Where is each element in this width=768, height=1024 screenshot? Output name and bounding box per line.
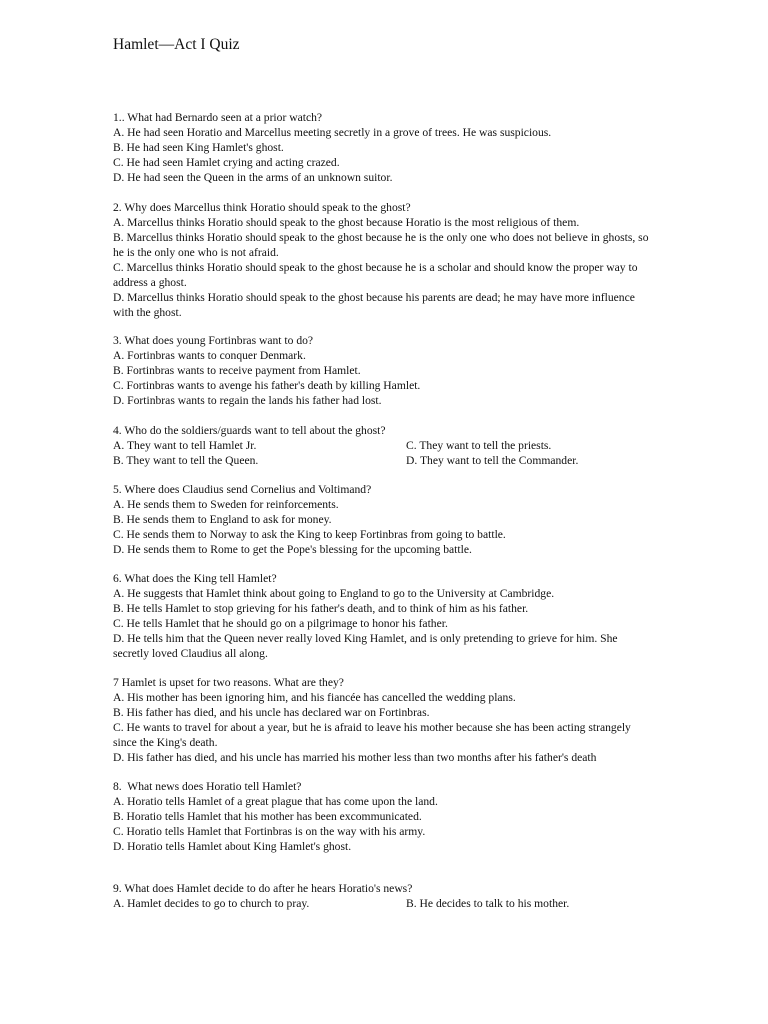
answer-row (113, 896, 653, 911)
question-prompt: 8. What news does Horatio tell Hamlet? (113, 780, 302, 793)
answer-option: A. His mother has been ignoring him, and his fiancée has cancelled the wedding plans. (113, 691, 516, 704)
answer-option: C. He had seen Hamlet crying and acting crazed. (113, 156, 340, 169)
answer-option: B. He tells Hamlet to stop grieving for his father's death, and to think of him as his father. (113, 602, 529, 615)
page-title: Hamlet—Act I Quiz (113, 36, 240, 53)
answer-option: A. He had seen Horatio and Marcellus meeting secretly in a grove of trees. He was suspicious. (113, 126, 552, 139)
answer-option: D. They want to tell the Commander. (406, 454, 579, 467)
answer-option: A. Fortinbras wants to conquer Denmark. (113, 349, 306, 362)
answer-option: B. His father has died, and his uncle has declared war on Fortinbras. (113, 706, 430, 719)
question-prompt: 4. Who do the soldiers/guards want to tell about the ghost? (113, 424, 386, 437)
answer-option: A. He suggests that Hamlet think about going to England to go to the University at Cambridge. (113, 587, 555, 600)
question-prompt: 7 Hamlet is upset for two reasons. What are they? (113, 676, 344, 689)
answer-option: D. He sends them to Rome to get the Pope's blessing for the upcoming battle. (113, 543, 472, 556)
question-7 (113, 675, 653, 765)
question-3 (113, 333, 653, 408)
question-4 (113, 423, 653, 468)
answer-option: D. He tells him that the Queen never really loved King Hamlet, and is only pretending to grieve for him. She secretly loved Claudius all along. (113, 632, 618, 660)
answer-option: B. Marcellus thinks Horatio should speak to the ghost because he is the only one who does not believe in ghosts, so he is the only one who is not afraid. (113, 231, 649, 259)
answer-option: C. Horatio tells Hamlet that Fortinbras is on the way with his army. (113, 825, 426, 838)
answer-option: B. He sends them to England to ask for money. (113, 513, 332, 526)
answer-row (113, 438, 653, 453)
answer-option: B. Horatio tells Hamlet that his mother has been excommunicated. (113, 810, 422, 823)
question-prompt: 2. Why does Marcellus think Horatio should speak to the ghost? (113, 201, 411, 214)
question-2 (113, 200, 653, 320)
answer-option: C. He tells Hamlet that he should go on a pilgrimage to honor his father. (113, 617, 448, 630)
answer-row (113, 453, 653, 468)
question-prompt: 3. What does young Fortinbras want to do? (113, 334, 314, 347)
answer-option: C. Marcellus thinks Horatio should speak to the ghost because he is a scholar and should know the proper way to address a ghost. (113, 261, 638, 289)
answer-option: A. Hamlet decides to go to church to pray. (113, 897, 310, 910)
answer-option: D. Fortinbras wants to regain the lands his father had lost. (113, 394, 382, 407)
answer-option: A. Marcellus thinks Horatio should speak to the ghost because Horatio is the most religious of them. (113, 216, 580, 229)
question-5 (113, 482, 653, 557)
answer-option: C. They want to tell the priests. (406, 439, 552, 452)
answer-option: A. They want to tell Hamlet Jr. (113, 439, 257, 452)
question-1 (113, 110, 653, 185)
answer-option: D. Marcellus thinks Horatio should speak to the ghost because his parents are dead; he may have more influence with the ghost. (113, 291, 635, 319)
question-9 (113, 881, 653, 911)
answer-option: B. Fortinbras wants to receive payment from Hamlet. (113, 364, 361, 377)
quiz-body (113, 110, 653, 911)
question-prompt: 1.. What had Bernardo seen at a prior watch? (113, 111, 323, 124)
answer-option: C. Fortinbras wants to avenge his father's death by killing Hamlet. (113, 379, 421, 392)
answer-option: A. He sends them to Sweden for reinforcements. (113, 498, 339, 511)
question-6 (113, 571, 653, 661)
question-8 (113, 779, 653, 854)
answer-option: B. He decides to talk to his mother. (406, 897, 570, 910)
answer-option: D. His father has died, and his uncle has married his mother less than two months after his father's death (113, 751, 597, 764)
answer-option: D. Horatio tells Hamlet about King Hamlet's ghost. (113, 840, 352, 853)
question-prompt: 5. Where does Claudius send Cornelius and Voltimand? (113, 483, 372, 496)
question-prompt: 6. What does the King tell Hamlet? (113, 572, 277, 585)
answer-option: A. Horatio tells Hamlet of a great plague that has come upon the land. (113, 795, 438, 808)
answer-option: B. He had seen King Hamlet's ghost. (113, 141, 284, 154)
answer-option: D. He had seen the Queen in the arms of an unknown suitor. (113, 171, 393, 184)
answer-option: B. They want to tell the Queen. (113, 454, 259, 467)
answer-option: C. He sends them to Norway to ask the King to keep Fortinbras from going to battle. (113, 528, 506, 541)
answer-option: C. He wants to travel for about a year, but he is afraid to leave his mother because she has been acting strangely since the King's death. (113, 721, 631, 749)
question-prompt: 9. What does Hamlet decide to do after he hears Horatio's news? (113, 882, 413, 895)
